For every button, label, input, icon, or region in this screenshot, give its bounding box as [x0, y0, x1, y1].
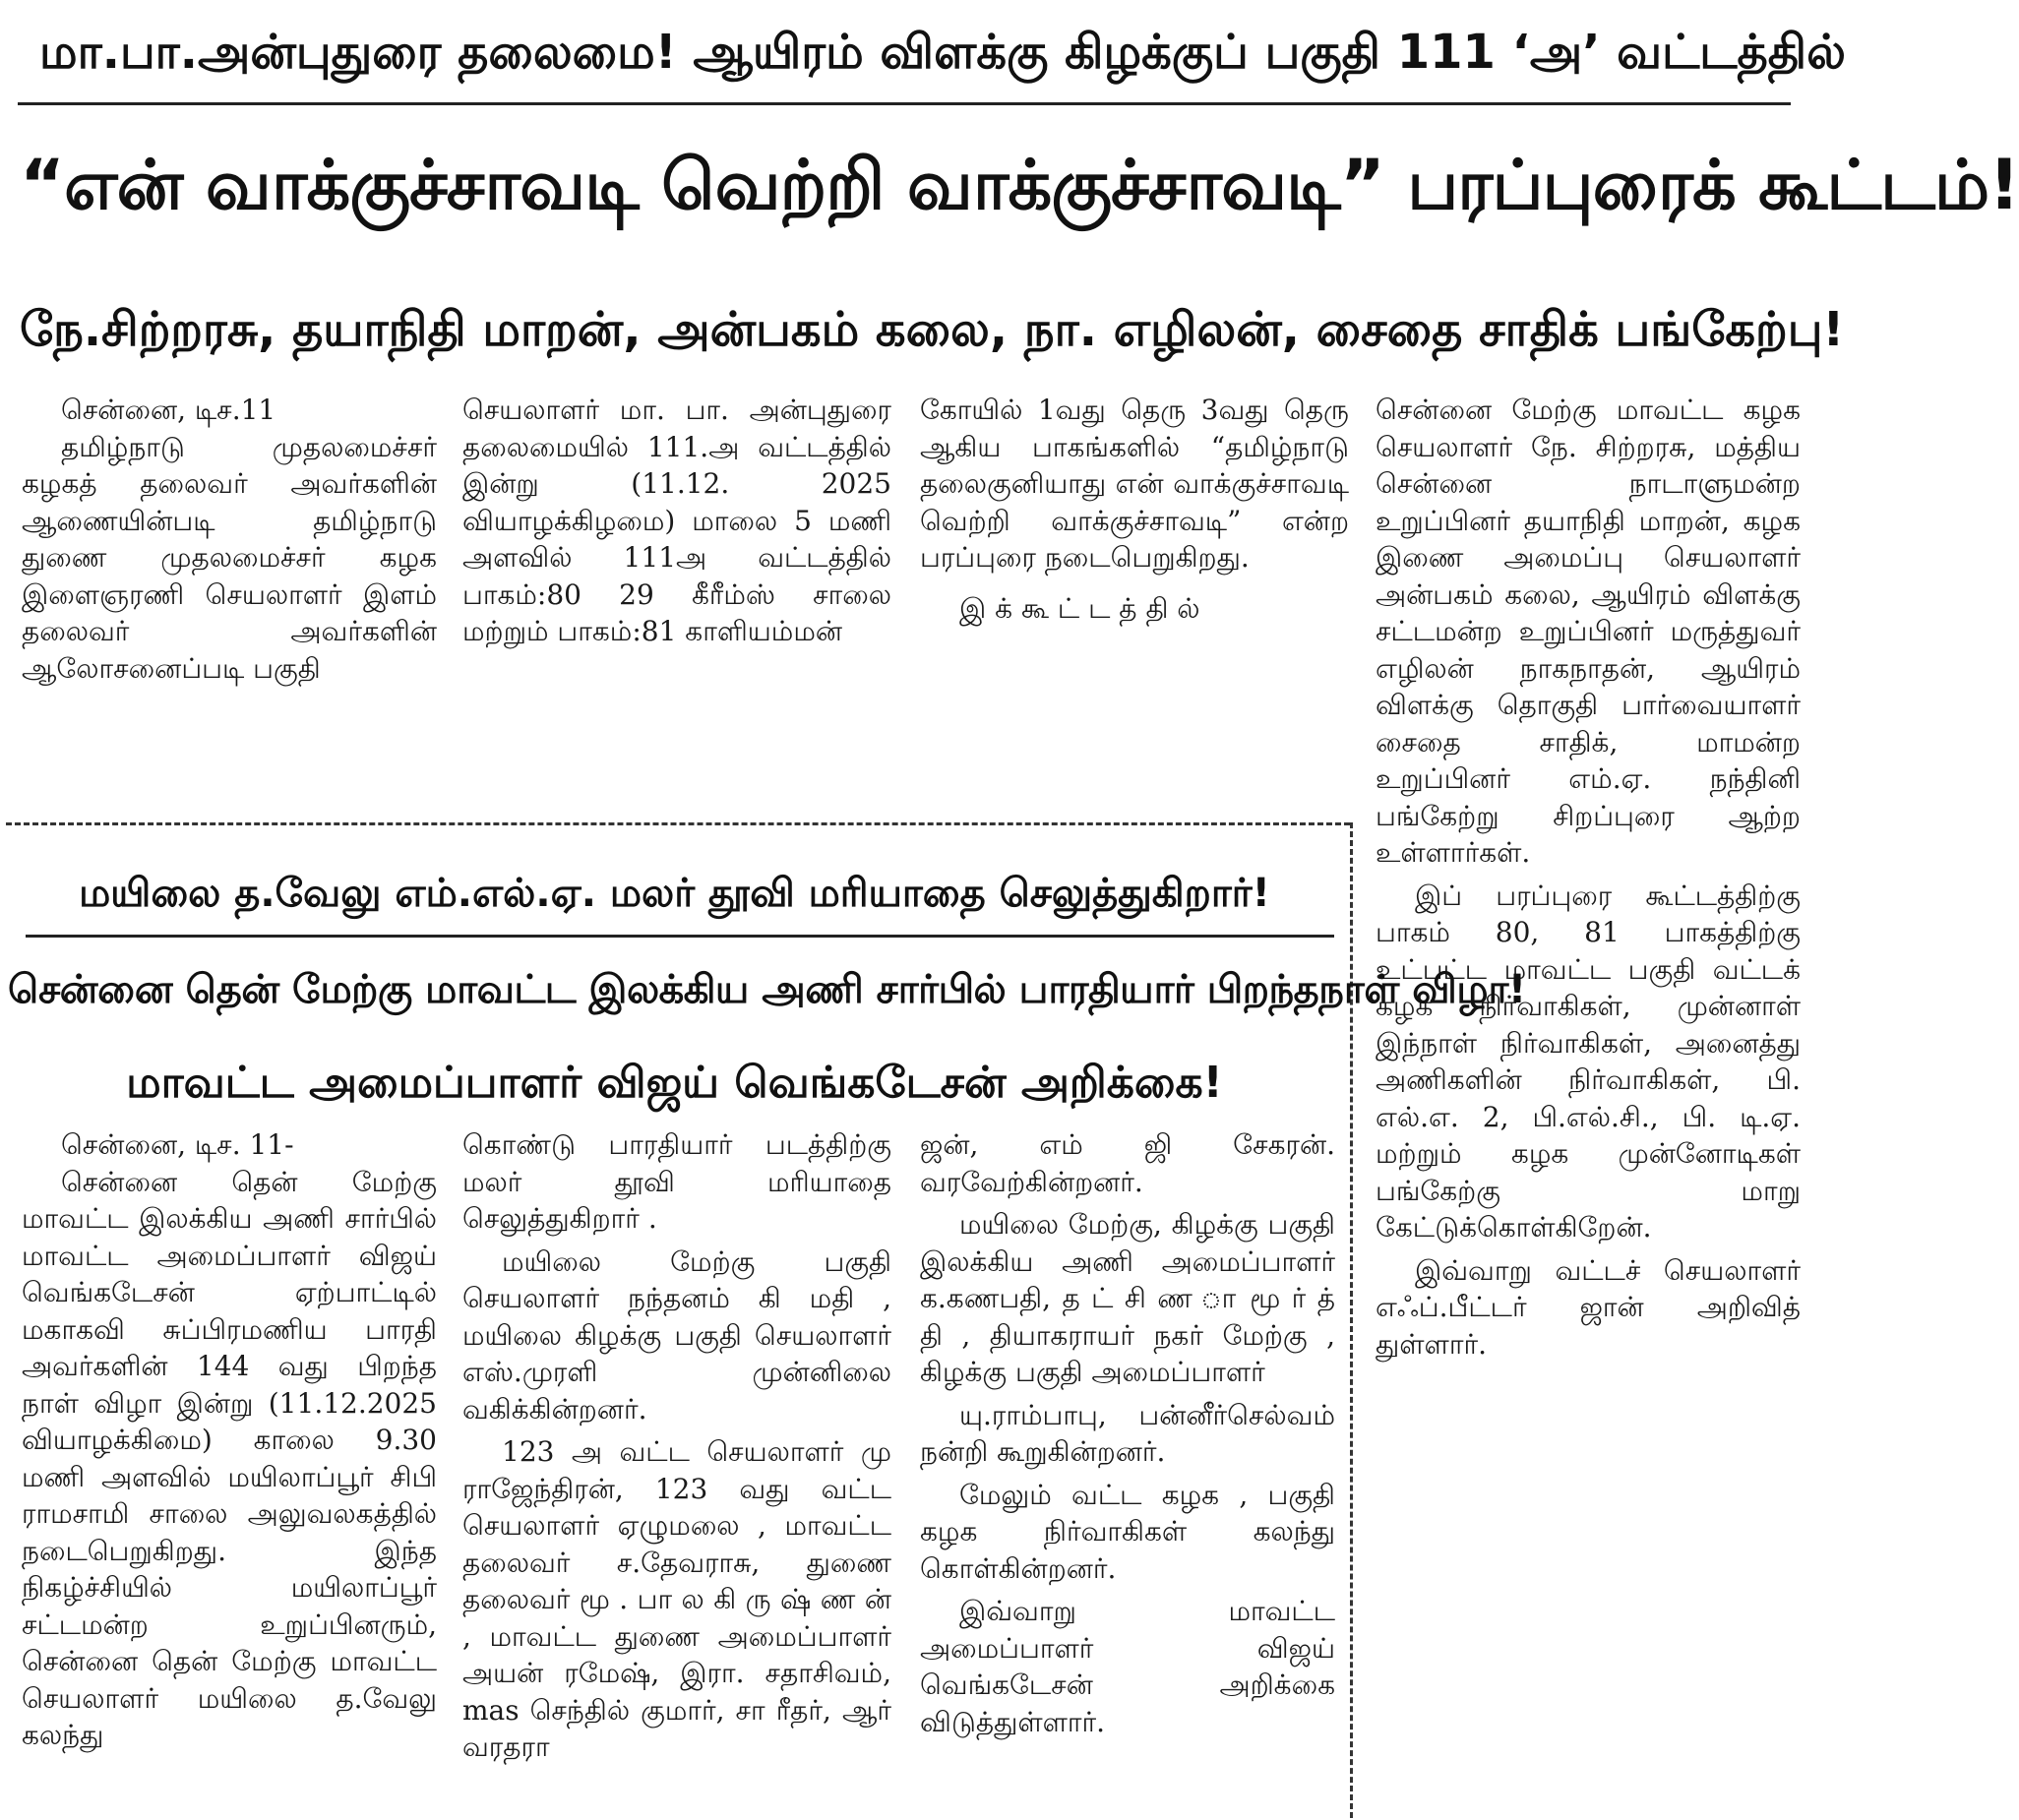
- story2-column-1: [22, 1126, 437, 1754]
- main-headline: “என் வாக்குச்சாவடி வெற்றி வாக்குச்சாவடி” பரப்புரைக் கூட்டம்!: [20, 145, 2019, 225]
- story2-kicker: மயிலை த.வேலு எம்.எல்.ஏ. மலர் தூவி மரியாதை செலுத்துகிறார்!: [79, 871, 1270, 916]
- story2-col3-text: ஜன், எம் ஜி சேகரன். வரவேற்கின்றனர்.: [920, 1128, 1335, 1198]
- story2-col3-text-4: மேலும் வட்ட கழக , பகுதி கழக நிர்வாகிகள் கலந்து கொள்கின்றனர்.: [920, 1478, 1335, 1585]
- story1-dateline: சென்னை, டிச.11: [61, 394, 276, 426]
- story2-col2-text-2: மயிலை மேற்கு பகுதி செயலாளர் நந்தனம் கி மதி , மயிலை கிழக்கு பகுதி செயலாளர் எஸ்.முரளி முன்னிலை வகிக்கின்றனர்.: [462, 1244, 891, 1426]
- story1-col4-text-3: இவ்வாறு வட்டச் செயலாளர் எஃப்.பீட்டர் ஜான் அறிவித் துள்ளார்.: [1376, 1253, 1801, 1361]
- story2-dateline: சென்னை, டிச. 11-: [61, 1128, 294, 1161]
- story2-column-3: [920, 1126, 1335, 1740]
- story2-subhead: மாவட்ட அமைப்பாளர் விஜய் வெங்கடேசன் அறிக்கை!: [126, 1058, 1223, 1108]
- story1-col3-text-2: இ க் கூ ட் ட த் தி ல்: [959, 591, 1200, 625]
- story2-column-2: [462, 1126, 891, 1766]
- section-divider: [6, 822, 1350, 825]
- story2-rule: [26, 935, 1334, 938]
- story1-col4-text: சென்னை மேற்கு மாவட்ட கழக செயலாளர் நே. சிற்றரசு, மத்திய சென்னை நாடாளுமன்ற உறுப்பினர் தயாநிதி மாறன், கழக இணை அமைப்பு செயலாளர் அன்பகம் கலை, ஆயிரம் விளக்கு சட்டமன்ற உறுப்பினர் மருத்துவர் எழிலன் நாகநாதன், ஆயிரம் விளக்கு தொகுதி பார்வையாளர் சைதை சாதிக், மாமன்ற உறுப்பினர் எம்.ஏ. நந்தினி பங்கேற்று சிறப்புரை ஆற்ற உள்ளார்கள்.: [1376, 394, 1801, 869]
- sub-headline: நே.சிற்றரசு, தயாநிதி மாறன், அன்பகம் கலை, நா. எழிலன், சைதை சாதிக் பங்கேற்பு!: [20, 302, 1845, 357]
- story2-col3-text-3: யு.ராம்பாபு, பன்னீர்செல்வம் நன்றி கூறுகின்றனர்.: [920, 1398, 1335, 1468]
- story2-col2-text-3: 123 அ வட்ட செயலாளர் மு ராஜேந்திரன், 123 வது வட்ட செயலாளர் ஏழுமலை , மாவட்ட தலைவர் ச.தேவராசு, துணை தலைவர் மூ . பா ல கி ரு ஷ் ண ன் , மாவட்ட துணை அமைப்பாளர் அயன் ரமேஷ், இரா. சதாசிவம், mas செந்தில் குமார், சா ரீதர், ஆர் வரதரா: [462, 1435, 891, 1763]
- story2-col3-text-2: மயிலை மேற்கு, கிழக்கு பகுதி இலக்கிய அணி அமைப்பாளர் க.கணபதி, த ட் சி ண ா மூ ர் த் தி , தியாகராயர் நகர் மேற்கு , கிழக்கு பகுதி அமைப்பாளர்: [920, 1208, 1335, 1388]
- kicker-headline: மா.பா.அன்புதுரை தலைமை! ஆயிரம் விளக்கு கிழக்குப் பகுதி 111 ‘அ’ வட்டத்தில்: [39, 25, 1846, 80]
- story1-col3-text: கோயில் 1வது தெரு 3வது தெரு ஆகிய பாகங்களில் “தமிழ்நாடு தலைகுனியாது என் வாக்குச்சாவடி வெற்றி வாக்குச்சாவடி” என்ற பரப்புரை நடைபெறுகிறது.: [920, 394, 1349, 574]
- story2-col2-text: கொண்டு பாரதியார் படத்திற்கு மலர் தூவி மரியாதை செலுத்துகிறார் .: [462, 1128, 891, 1235]
- story1-col1-text: தமிழ்நாடு முதலமைச்சர் கழகத் தலைவர் அவர்களின் ஆணையின்படி தமிழ்நாடு துணை முதலமைச்சர் கழக இளைஞரணி செயலாளர் இளம் தலைவர் அவர்களின் ஆலோசனைப்படி பகுதி: [22, 430, 437, 685]
- story1-col4-text-2: இப் பரப்புரை கூட்டத்திற்கு பாகம் 80, 81 பாகத்திற்கு உட்பட்ட மாவட்ட பகுதி வட்டக் கழக நிர்வாகிகள், முன்னாள் இந்நாள் நிர்வாகிகள், அனைத்து அணிகளின் நிர்வாகிகள், பி. எல்.எ. 2, பி.எல்.சி., பி. டி.ஏ. மற்றும் கழக முன்னோடிகள் பங்கேற்கு மாறு கேட்டுக்கொள்கிறேன்.: [1376, 879, 1801, 1244]
- story1-col2-text: செயலாளர் மா. பா. அன்புதுரை தலைமையில் 111.அ வட்டத்தில் இன்று (11.12. 2025 வியாழக்கிழமை) மாலை 5 மணி அளவில் 111அ வட்டத்தில் பாகம்:80 29 கீரீம்ஸ் சாலை மற்றும் பாகம்:81 காளியம்மன்: [462, 394, 891, 647]
- story1-column-1: [22, 392, 437, 687]
- story2-col1-text: சென்னை தென் மேற்கு மாவட்ட இலக்கிய அணி சார்பில் மாவட்ட அமைப்பாளர் விஜய் வெங்கடேசன் ஏற்பாட்டில் மகாகவி சுப்பிரமணிய பாரதி அவர்களின் 144 வது பிறந்த நாள் விழா இன்று (11.12.2025 வியாழக்கிமை) காலை 9.30 மணி அளவில் மயிலாப்பூர் சிபி ராமசாமி சாலை அலுவலகத்தில் நடைபெறுகிறது. இந்த நிகழ்ச்சியில் மயிலாப்பூர் சட்டமன்ற உறுப்பினரும், சென்னை தென் மேற்கு மாவட்ட செயலாளர் மயிலை த.வேலு கலந்து: [22, 1165, 437, 1751]
- story1-column-4: [1376, 392, 1801, 1363]
- story2-headline: சென்னை தென் மேற்கு மாவட்ட இலக்கிய அணி சார்பில் பாரதியார் பிறந்தநாள் விழா!: [8, 967, 1526, 1012]
- story2-col3-text-5: இவ்வாறு மாவட்ட அமைப்பாளர் விஜய் வெங்கடேசன் அறிக்கை விடுத்துள்ளார்.: [920, 1595, 1335, 1738]
- story1-column-2: [462, 392, 891, 650]
- story1-column-3: [920, 392, 1349, 627]
- header-rule: [18, 102, 1791, 105]
